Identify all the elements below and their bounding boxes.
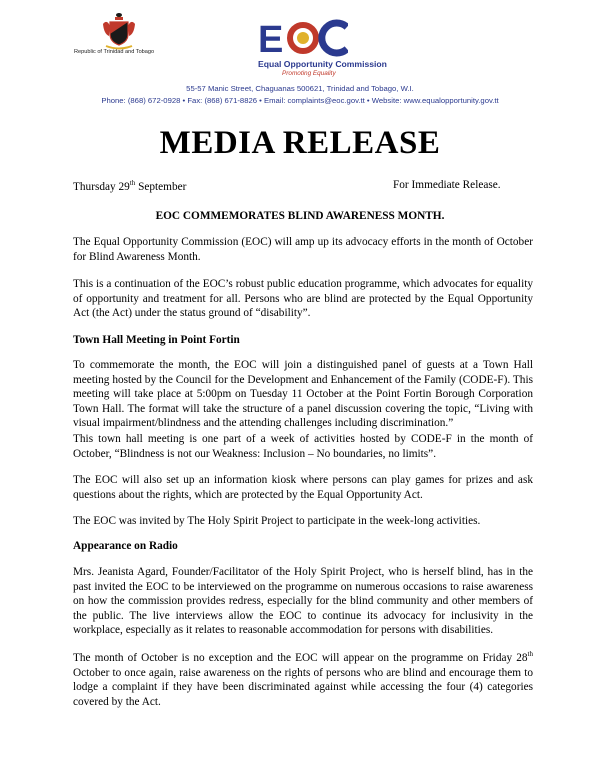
paragraph-1: The Equal Opportunity Commission (EOC) will amp up its advocacy efforts in the month of October for Blind Awareness Month.: [73, 236, 533, 263]
contact-line: Phone: (868) 672-0928 • Fax: (868) 671-8826 • Email: complaints@eoc.gov.tt • Website: www.equalopportunity.gov.tt: [101, 96, 499, 105]
paragraph-8: The month of October is no exception and the EOC will appear on the programme on Friday 28th October to once again, raise awareness on the rights of persons who are blind and encourage them to lodge a complaint if they have been discriminated against while accessing the four (4) categories covered by the Act.: [73, 650, 533, 708]
address-line: 55-57 Manic Street, Chaguanas 500621, Trinidad and Tobago, W.I.: [186, 84, 414, 93]
paragraph-2: This is a continuation of the EOC’s robust public education programme, which advocates for equality of opportunity and treatment for all. Persons who are blind are protected by the Equal Opportunity Act (the Act) under the status ground of “disability”.: [73, 278, 533, 320]
paragraph-7: Mrs. Jeanista Agard, Founder/Facilitator of the Holy Spirit Project, who is herself blind, has in the past invited the EOC to be interviewed on the programme on numerous occasions to raise awareness on how the commission provides redress, especially for the blind community and other members of the public. The live interviews allow the EOC to continue its advocacy for inclusivity in the workplace, especially as it relates to reasonable accommodation for persons with disabilities.: [73, 566, 533, 637]
coat-of-arms-icon: [98, 10, 140, 50]
paragraph-5: The EOC will also set up an information kiosk where persons can play games for prizes and ask questions about the rights, which are protected by the Equal Opportunity Act.: [73, 474, 533, 501]
coat-caption: Republic of Trinidad and Tobago: [74, 49, 155, 55]
headline: EOC COMMEMORATES BLIND AWARENESS MONTH.: [155, 210, 445, 222]
paragraph-4: This town hall meeting is one part of a week of activities hosted by CODE-F in the month of October, “Blindness is not our Weakness: Inclusion – No boundaries, no limits”.: [73, 433, 533, 460]
release-status: For Immediate Release.: [393, 179, 501, 191]
section-heading-radio: Appearance on Radio: [73, 540, 178, 552]
paragraph-3: To commemorate the month, the EOC will join a distinguished panel of guests at a Town Hall meeting hosted by the Council for the Development and Enhancement of the Family (CODE-F). This meeting will take place at 5:00pm on Tuesday 11 October at the Point Fortin Borough Corporation Town Hall. The format will take the structure of a panel discussion covering the topic, “Living with visual impairment/blindness and the attending challenges including discrimination.”: [73, 359, 533, 430]
page-title: MEDIA RELEASE: [159, 125, 441, 161]
release-date: Thursday 29th September: [73, 179, 187, 193]
svg-text:E: E: [258, 19, 284, 57]
org-name: Equal Opportunity Commission: [258, 59, 387, 69]
eoc-logo: [258, 17, 348, 57]
section-heading-town-hall: Town Hall Meeting in Point Fortin: [73, 334, 240, 346]
paragraph-6: The EOC was invited by The Holy Spirit Project to participate in the week-long activities.: [73, 515, 481, 527]
org-tagline: Promoting Equality: [282, 70, 336, 77]
